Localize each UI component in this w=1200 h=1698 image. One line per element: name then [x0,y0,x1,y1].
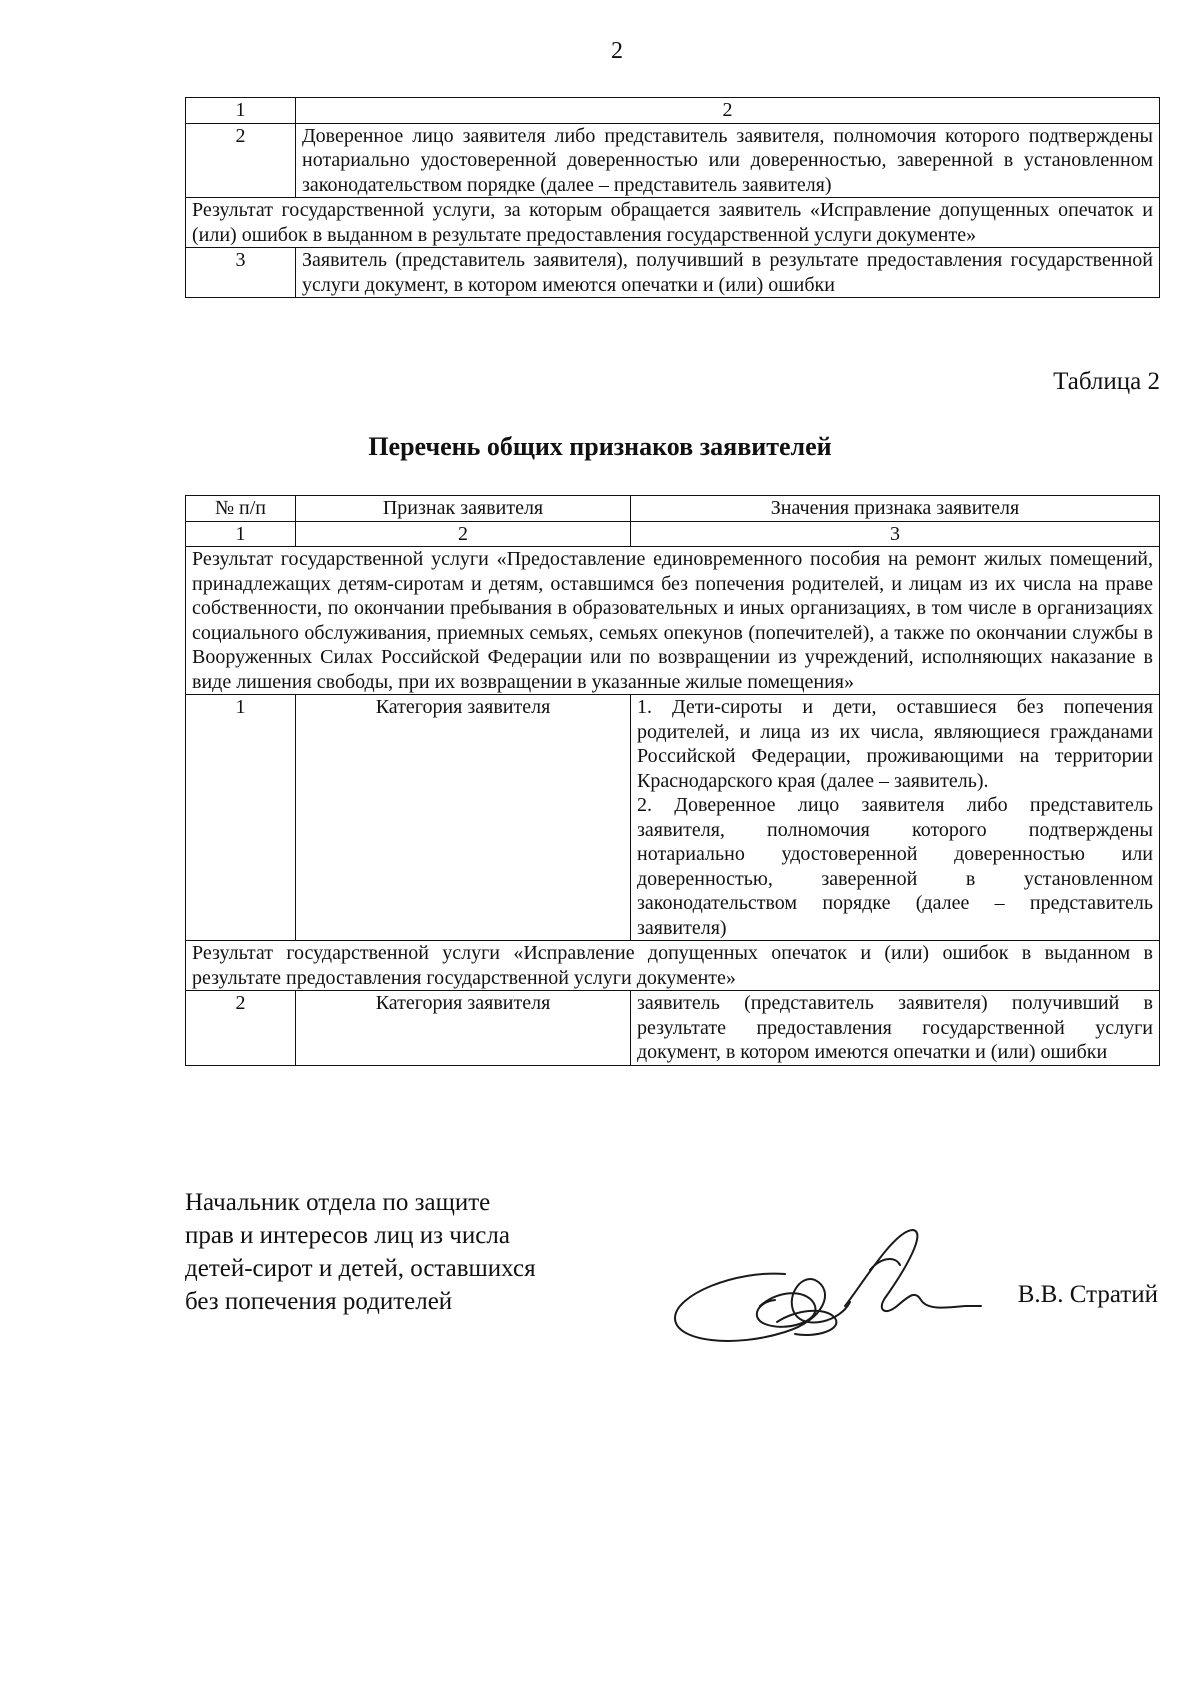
col-number-2: 2 [296,521,631,547]
row-text: Доверенное лицо заявителя либо представитель заявителя, полномочия которого подтверждены нотариально удостоверенной доверенностью или доверенностью, заверенной в установленном законодательством порядке (далее – представитель заявителя) [296,123,1160,198]
table-header-row [186,98,1160,124]
result-text: Результат государственной услуги «Исправление допущенных опечаток и (или) ошибок в выданном в результате предоставления государственной услуги документе» [186,941,1160,991]
row-number: 3 [186,248,296,298]
row-feature: Категория заявителя [296,991,631,1066]
position-line: без попечения родителей [185,1288,453,1315]
table-applicant-variants [185,97,1160,298]
table-row [186,991,1160,1066]
handwritten-signature [665,1210,985,1360]
value-item-1: 1. Дети-сироты и дети, оставшиеся без попечения родителей, и лица из их числа, являющиеся гражданами Российской Федерации, проживающими на территории Краснодарского края (далее – заявитель). [637,696,1153,792]
result-text: Результат государственной услуги, за которым обращается заявитель «Исправление допущенных опечаток и (или) ошибок в выданном в результате предоставления государственной услуги документе» [186,198,1160,248]
result-text: Результат государственной услуги «Предоставление единовременного пособия на ремонт жилых помещений, принадлежащих детям-сиротам и детям, оставшимся без попечения родителей, и лицам из их числа на праве собственности, по окончании пребывания в образовательных и иных организациях, в том числе в организациях социального обслуживания, приемных семьях, семьях опекунов (попечителей), а также по окончании службы в Вооруженных Силах Российской Федерации или по возвращении из учреждений, исполняющих наказание в виде лишения свободы, при их возвращении в указанные жилые помещения» [186,547,1160,695]
table-row [186,248,1160,298]
row-value [631,695,1160,941]
signatory-position [185,1186,536,1318]
table-row [186,123,1160,198]
table-header-row [186,496,1160,522]
value-item-2: 2. Доверенное лицо заявителя либо представитель заявителя, полномочия которого подтверждены нотариально удостоверенной доверенностью или доверенностью, заверенной в установленном законодательством порядке (далее – представитель заявителя) [637,794,1153,939]
result-row [186,198,1160,248]
signatory-name: В.В. Стратий [1017,1281,1158,1308]
col-number-2: 2 [296,98,1160,124]
header-value: Значения признака заявителя [631,496,1160,522]
col-number-1: 1 [186,98,296,124]
row-number: 2 [186,991,296,1066]
page-number: 2 [611,38,623,64]
col-number-3: 3 [631,521,1160,547]
table-caption: Таблица 2 [1053,368,1160,395]
position-line: прав и интересов лиц из числа [185,1222,510,1249]
col-number-1: 1 [186,521,296,547]
table-title: Перечень общих признаков заявителей [368,432,832,461]
row-feature: Категория заявителя [296,695,631,941]
column-numbers-row [186,521,1160,547]
table-applicant-features [185,495,1160,1066]
row-number: 1 [186,695,296,941]
row-text: Заявитель (представитель заявителя), получивший в результате предоставления государственной услуги документ, в котором имеются опечатки и (или) ошибки [296,248,1160,298]
table-row [186,695,1160,941]
header-number: № п/п [186,496,296,522]
position-line: Начальник отдела по защите [185,1189,491,1216]
header-feature: Признак заявителя [296,496,631,522]
row-number: 2 [186,123,296,198]
row-value: заявитель (представитель заявителя) получивший в результате предоставления государственной услуги документ, в котором имеются опечатки и (или) ошибки [631,991,1160,1066]
result-row [186,547,1160,695]
position-line: детей-сирот и детей, оставшихся [185,1255,536,1282]
result-row [186,941,1160,991]
